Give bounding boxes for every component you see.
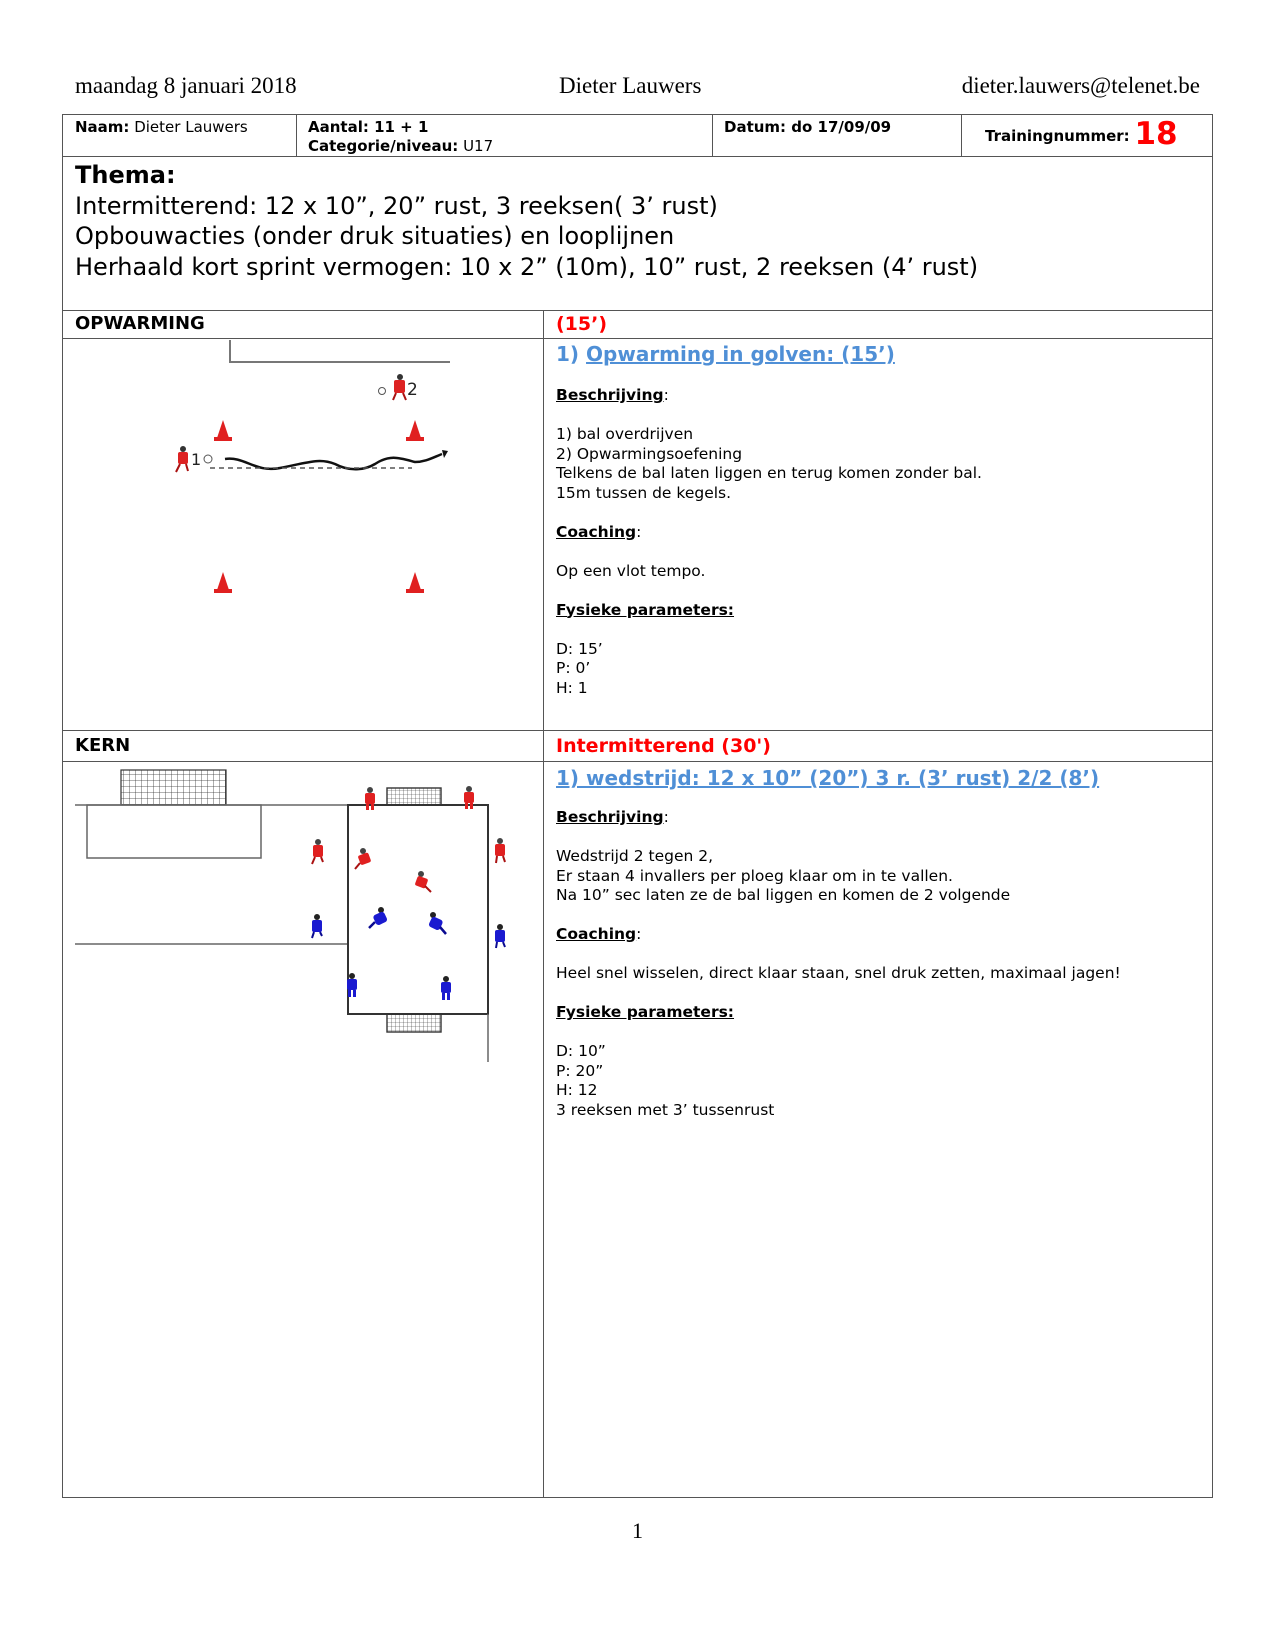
description-line: Na 10” sec laten ze de bal liggen en komen de 2 volgende bbox=[556, 886, 1011, 904]
exercise-title-opwarming[interactable] bbox=[556, 342, 895, 366]
player-icon-red bbox=[415, 871, 431, 892]
fysieke-line: D: 15’ bbox=[556, 639, 603, 658]
player-icon-blue bbox=[495, 924, 505, 948]
exercise-title-kern[interactable] bbox=[556, 766, 1099, 790]
ball-icon bbox=[379, 388, 386, 395]
description-line: Er staan 4 invallers per ploeg klaar om in te vallen. bbox=[556, 866, 953, 885]
cone-icon bbox=[214, 420, 232, 441]
goal-net bbox=[387, 1014, 441, 1032]
section-name-kern: KERN bbox=[75, 735, 131, 756]
section-duration-kern: Intermitterend (30') bbox=[556, 735, 771, 757]
divider bbox=[712, 114, 713, 157]
cone-icon bbox=[406, 572, 424, 593]
warmup-diagram bbox=[150, 340, 470, 610]
dribble-path bbox=[225, 454, 442, 469]
field-line bbox=[230, 340, 450, 362]
section-name-opwarming: OPWARMING bbox=[75, 313, 205, 334]
description-opwarming: Beschrijving: 1) bal overdrijven 2) Opwarmingsoefening Telkens de bal laten liggen en terug komen zonder bal. 15m tussen de kegels. Coaching: Op een vlot tempo. Fysieke parameters: D: 15’ P: 0’ H: 1 bbox=[556, 386, 982, 697]
fysieke-line: 3 reeksen met 3’ tussenrust bbox=[556, 1100, 775, 1119]
thema-line: Opbouwacties (onder druk situaties) en looplijnen bbox=[75, 222, 675, 250]
player-icon-blue bbox=[369, 907, 388, 928]
beschrijving-label: Beschrijving bbox=[556, 386, 664, 404]
description-line: 2) Opwarmingsoefening bbox=[556, 444, 743, 463]
header-author: Dieter Lauwers bbox=[559, 73, 702, 98]
exercise-link[interactable]: Opwarming in golven: (15’) bbox=[586, 342, 895, 366]
page-header bbox=[75, 73, 1200, 103]
fysieke-line: H: 12 bbox=[556, 1081, 598, 1099]
training-number: 18 bbox=[1134, 116, 1178, 152]
description-line: 1) bal overdrijven bbox=[556, 425, 694, 443]
naam-label: Naam: bbox=[75, 118, 130, 136]
cone-icon bbox=[406, 420, 424, 441]
description-kern: Beschrijving: Wedstrijd 2 tegen 2, Er staan 4 invallers per ploeg klaar om in te vallen. Na 10” sec laten ze de bal liggen en komen de 2 volgende Coaching: Heel snel wisselen, direct klaar staan, snel druk zetten, maximaal jagen! Fysieke parameters: D: 10” P: 20” H: 12 3 reeksen met 3’ tussenrust bbox=[556, 808, 1121, 1119]
player-icon-red bbox=[365, 787, 375, 810]
player-icon-red bbox=[495, 838, 505, 863]
naam-value: Dieter Lauwers bbox=[134, 118, 248, 136]
header-email: dieter.lauwers@telenet.be bbox=[961, 73, 1200, 98]
divider bbox=[62, 730, 1213, 731]
fysieke-label: Fysieke parameters: bbox=[556, 1003, 735, 1021]
player-icon-blue bbox=[312, 914, 322, 938]
description-line: Telkens de bal laten liggen en terug komen zonder bal. bbox=[556, 464, 982, 482]
aantal-label: Aantal: 11 + 1 bbox=[308, 118, 429, 136]
divider bbox=[296, 114, 297, 157]
goal-net bbox=[121, 770, 226, 805]
player-label: 2 bbox=[407, 380, 418, 400]
small-field bbox=[348, 805, 488, 1014]
exercise-link[interactable]: 1) wedstrijd: 12 x 10” (20”) 3 r. (3’ rust) 2/2 (8’) bbox=[556, 766, 1100, 790]
beschrijving-label: Beschrijving bbox=[556, 808, 664, 826]
coaching-label: Coaching bbox=[556, 522, 637, 541]
thema-block bbox=[75, 160, 978, 282]
thema-title: Thema: bbox=[75, 161, 176, 189]
coaching-line: Op een vlot tempo. bbox=[556, 561, 706, 580]
description-line: 15m tussen de kegels. bbox=[556, 483, 732, 502]
arrow-head bbox=[442, 450, 448, 458]
goal-net bbox=[387, 788, 441, 805]
player-icon bbox=[393, 374, 406, 400]
small-sided-game-diagram bbox=[63, 762, 543, 1072]
training-label: Trainingnummer: bbox=[985, 127, 1130, 145]
divider bbox=[62, 310, 1213, 311]
page-number: 1 bbox=[632, 1518, 643, 1543]
section-duration-opwarming: (15’) bbox=[556, 313, 608, 335]
player-icon-blue bbox=[428, 912, 446, 934]
player-icon-blue bbox=[441, 976, 451, 1000]
exercise-number: 1) bbox=[556, 342, 587, 366]
naam-field bbox=[75, 118, 248, 137]
header-date: maandag 8 januari 2018 bbox=[75, 73, 297, 98]
fysieke-line: H: 1 bbox=[556, 678, 588, 697]
divider bbox=[62, 156, 1213, 157]
description-line: Wedstrijd 2 tegen 2, bbox=[556, 847, 714, 865]
player-icon-red bbox=[355, 848, 371, 869]
player-icon bbox=[176, 446, 188, 472]
categorie-label: Categorie/niveau: bbox=[308, 137, 459, 155]
fysieke-label: Fysieke parameters: bbox=[556, 600, 735, 619]
player-icon-red bbox=[312, 839, 323, 864]
penalty-box bbox=[87, 805, 261, 858]
fysieke-line: P: 20” bbox=[556, 1061, 604, 1080]
categorie-value: U17 bbox=[463, 137, 494, 155]
divider bbox=[62, 338, 1213, 339]
fysieke-line: P: 0’ bbox=[556, 659, 591, 677]
cone-icon bbox=[214, 572, 232, 593]
training-field bbox=[985, 116, 1178, 152]
datum-field: Datum: do 17/09/09 bbox=[724, 118, 892, 136]
coaching-label: Coaching bbox=[556, 925, 637, 943]
coaching-line: Heel snel wisselen, direct klaar staan, snel druk zetten, maximaal jagen! bbox=[556, 964, 1121, 982]
ball-icon bbox=[204, 455, 212, 463]
aantal-field bbox=[308, 118, 493, 156]
divider bbox=[961, 114, 962, 157]
fysieke-line: D: 10” bbox=[556, 1042, 606, 1060]
thema-line: Herhaald kort sprint vermogen: 10 x 2” (10m), 10” rust, 2 reeksen (4’ rust) bbox=[75, 252, 979, 281]
player-label: 1 bbox=[191, 450, 202, 469]
column-divider bbox=[543, 310, 544, 1498]
thema-line: Intermitterend: 12 x 10”, 20” rust, 3 reeksen( 3’ rust) bbox=[75, 191, 718, 220]
